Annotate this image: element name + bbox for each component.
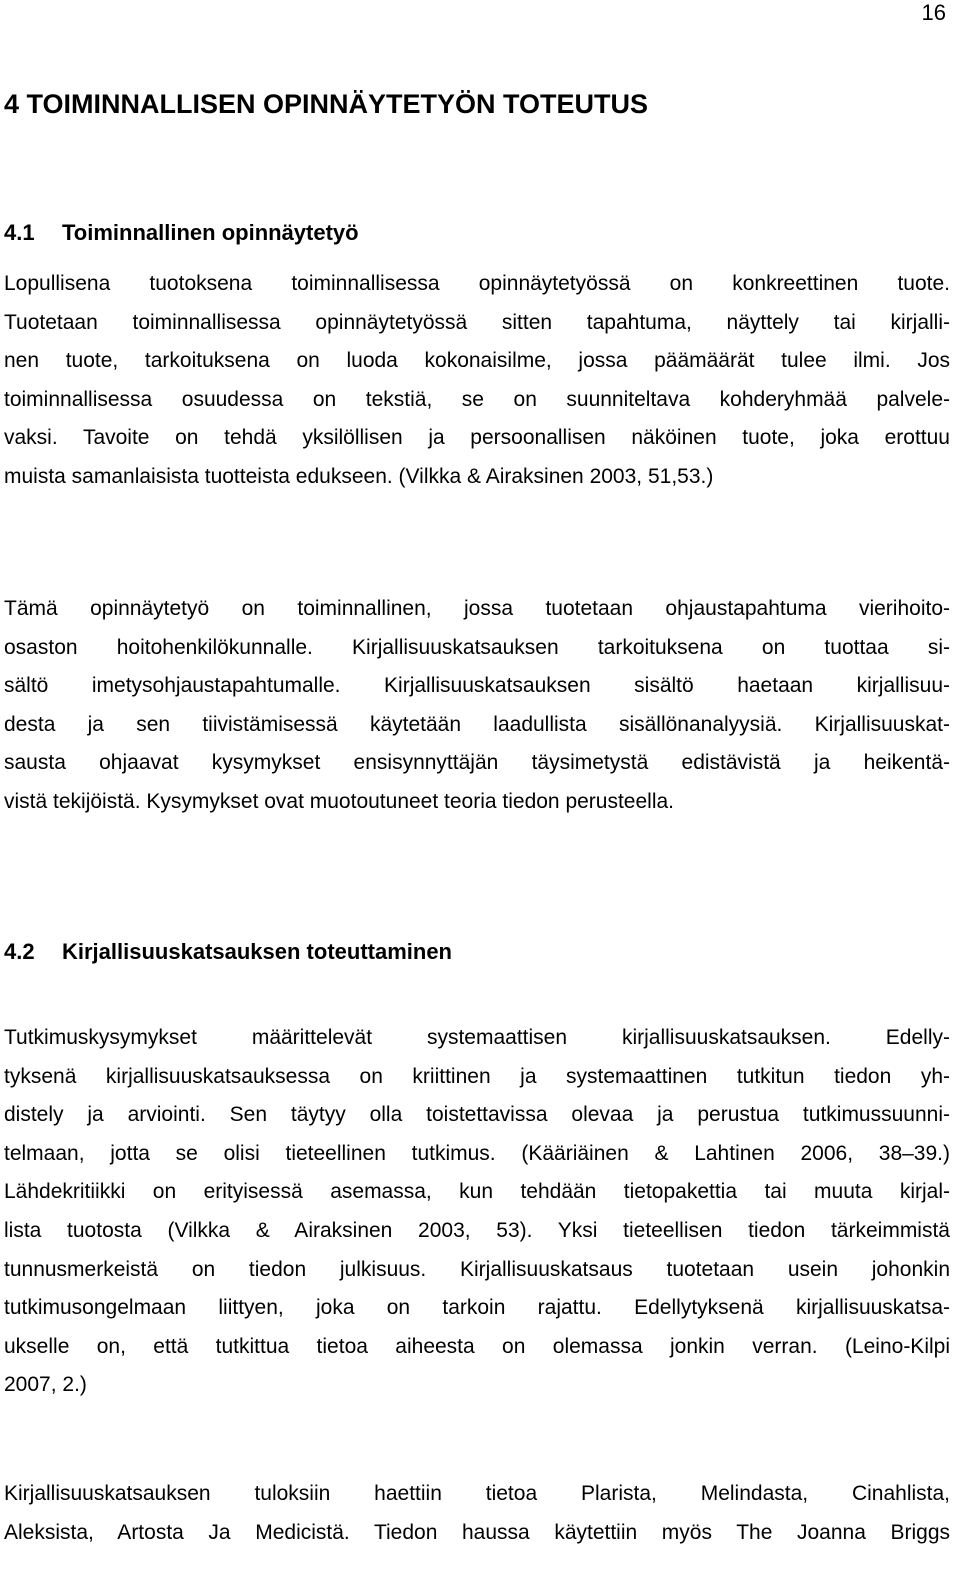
- text-line: osaston hoitohenkilökunnalle. Kirjallisuuskatsauksen tarkoituksena on tuottaa si-: [4, 635, 950, 659]
- paragraph-1: [4, 265, 950, 497]
- paragraph-4: [4, 1475, 950, 1552]
- text-line: desta ja sen tiivistämisessä käytetään laadullista sisällönanalyysiä. Kirjallisuuskat-: [4, 712, 950, 736]
- section-title: Toiminnallinen opinnäytetyö: [62, 220, 359, 245]
- section-number: 4.2: [4, 939, 35, 964]
- text-line: vistä tekijöistä. Kysymykset ovat muotoutuneet teoria tiedon perusteella.: [4, 789, 675, 813]
- text-line: Tuotetaan toiminnallisessa opinnäytetyössä sitten tapahtuma, näyttely tai kirjalli-: [4, 310, 950, 334]
- text-line: Tutkimuskysymykset määrittelevät systemaattisen kirjallisuuskatsauksen. Edelly-: [4, 1026, 950, 1049]
- text-line: Kirjallisuuskatsauksen tuloksiin haettiin tietoa Plarista, Melindasta, Cinahlista,: [4, 1482, 950, 1505]
- paragraph-2: [4, 590, 950, 822]
- text-line: toiminnallisessa osuudessa on tekstiä, se on suunniteltava kohderyhmää palvele-: [4, 387, 950, 411]
- text-line: nen tuote, tarkoituksena on luoda kokonaisilme, jossa päämäärät tulee ilmi. Jos: [4, 349, 950, 373]
- section-heading-4-2: [4, 937, 452, 967]
- text-line: 2007, 2.): [4, 1373, 87, 1397]
- text-line: sältö imetysohjaustapahtumalle. Kirjallisuuskatsauksen sisältö haetaan kirjallisuu-: [4, 674, 950, 698]
- text-line: Tämä opinnäytetyö on toiminnallinen, jossa tuotetaan ohjaustapahtuma vierihoito-: [4, 597, 950, 620]
- text-line: ukselle on, että tutkittua tietoa aiheesta on olemassa jonkin verran. (Leino-Kilpi: [4, 1334, 950, 1358]
- text-line: tunnusmerkeistä on tiedon julkisuus. Kirjallisuuskatsaus tuotetaan usein johonkin: [4, 1257, 950, 1281]
- text-line: muista samanlaisista tuotteista edukseen. (Vilkka & Airaksinen 2003, 51,53.): [4, 464, 714, 488]
- paragraph-3: [4, 1019, 950, 1405]
- section-heading-4-1: [4, 218, 359, 248]
- text-line: Lopullisena tuotoksena toiminnallisessa opinnäytetyössä on konkreettinen tuote.: [4, 272, 950, 295]
- chapter-title: 4 TOIMINNALLISEN OPINNÄYTETYÖN TOTEUTUS: [4, 89, 649, 119]
- text-line: Lähdekritiikki on erityisessä asemassa, kun tehdään tietopakettia tai muuta kirjal-: [4, 1180, 950, 1204]
- text-line: distely ja arviointi. Sen täytyy olla toistettavissa olevaa ja perustua tutkimussuunni-: [4, 1103, 950, 1127]
- page-number: 16: [921, 0, 946, 25]
- text-line: tutkimusongelmaan liittyen, joka on tarkoin rajattu. Edellytyksenä kirjallisuuskatsa-: [4, 1296, 950, 1320]
- text-line: tyksenä kirjallisuuskatsauksessa on kriittinen ja systemaattinen tutkitun tiedon yh-: [4, 1064, 950, 1088]
- section-title: Kirjallisuuskatsauksen toteuttaminen: [62, 939, 452, 964]
- text-line: Aleksista, Artosta Ja Medicistä. Tiedon haussa käytettiin myös The Joanna Briggs: [4, 1520, 950, 1544]
- text-line: vaksi. Tavoite on tehdä yksilöllisen ja persoonallisen näköinen tuote, joka erottuu: [4, 426, 950, 450]
- text-line: lista tuotosta (Vilkka & Airaksinen 2003, 53). Yksi tieteellisen tiedon tärkeimmistä: [4, 1218, 950, 1242]
- text-line: telmaan, jotta se olisi tieteellinen tutkimus. (Kääriäinen & Lahtinen 2006, 38–39.): [4, 1141, 950, 1165]
- text-line: sausta ohjaavat kysymykset ensisynnyttäjän täysimetystä edistävistä ja heikentä-: [4, 751, 950, 775]
- section-number: 4.1: [4, 220, 35, 245]
